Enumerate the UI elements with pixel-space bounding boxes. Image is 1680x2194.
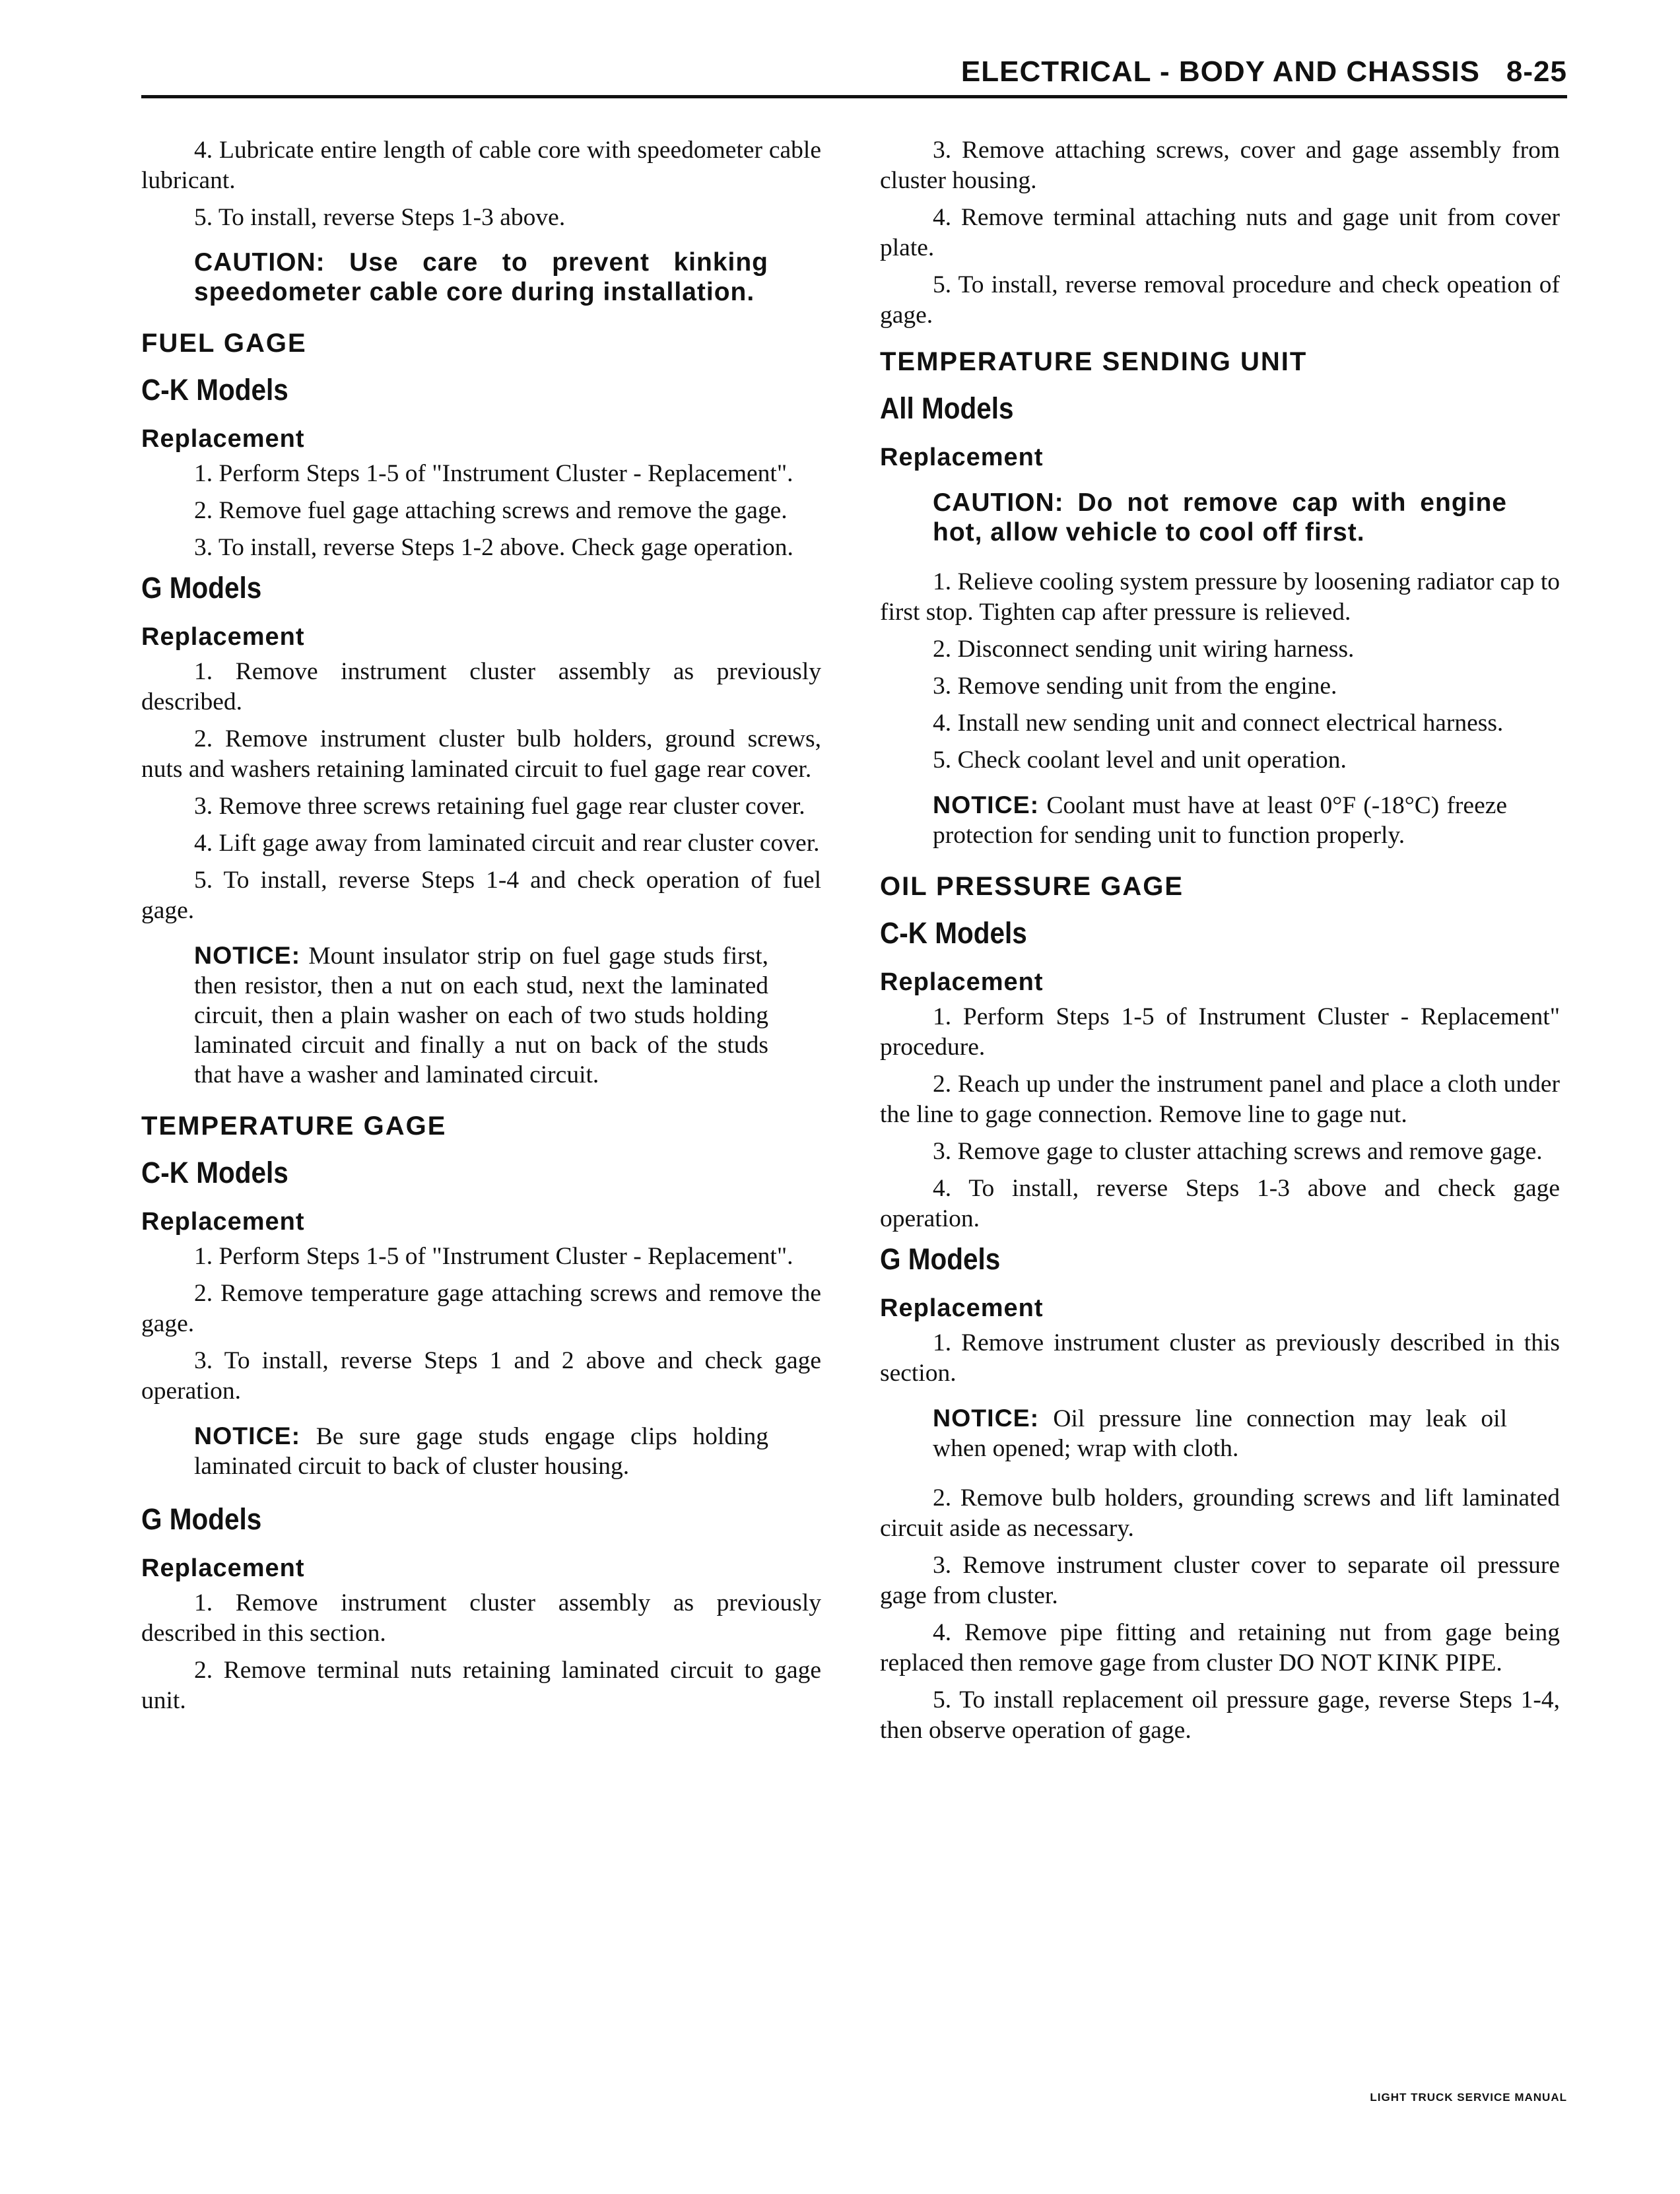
paragraph: 4. Lift gage away from laminated circuit and rear cluster cover. xyxy=(194,830,820,857)
section-heading-fuel-gage: FUEL GAGE xyxy=(141,329,307,358)
header-title-line xyxy=(961,55,1567,88)
notice-label: NOTICE: xyxy=(194,941,301,969)
subheading-replacement: Replacement xyxy=(141,1208,305,1236)
paragraph: 5. To install, reverse Steps 1-3 above. xyxy=(194,204,566,231)
paragraph: 3. Remove three screws retaining fuel gage rear cluster cover. xyxy=(194,793,805,820)
paragraph: 4. Remove pipe fitting and retaining nut from gage being replaced then remove gage from cluster DO NOT KINK PIPE. xyxy=(880,1619,1560,1677)
notice-label: NOTICE: xyxy=(933,1404,1040,1432)
section-heading-temperature-gage: TEMPERATURE GAGE xyxy=(141,1112,447,1141)
notice-body: Be sure gage studs engage clips holding laminated circuit to back of cluster housing. xyxy=(194,1423,768,1480)
model-heading: C-K Models xyxy=(141,1156,288,1189)
paragraph: 3. Remove instrument cluster cover to separate oil pressure gage from cluster. xyxy=(880,1552,1560,1609)
paragraph: 1. Perform Steps 1-5 of "Instrument Cluster - Replacement". xyxy=(194,1243,793,1270)
subheading-replacement: Replacement xyxy=(141,623,305,651)
notice-body: Coolant must have at least 0°F (-18°C) freeze protection for sending unit to function properly. xyxy=(933,792,1507,849)
paragraph: 1. Perform Steps 1-5 of "Instrument Cluster - Replacement". xyxy=(194,460,793,487)
paragraph: 1. Perform Steps 1-5 of Instrument Cluster - Replacement" procedure. xyxy=(880,1003,1560,1061)
footer-manual-title: LIGHT TRUCK SERVICE MANUAL xyxy=(1370,2091,1567,2104)
subheading-replacement: Replacement xyxy=(141,425,305,453)
model-heading: G Models xyxy=(880,1242,1001,1276)
paragraph: 2. Remove temperature gage attaching screws and remove the gage. xyxy=(141,1280,821,1337)
section-title: ELECTRICAL - BODY AND CHASSIS xyxy=(960,55,1480,88)
subheading-replacement: Replacement xyxy=(880,968,1044,996)
paragraph: 4. Install new sending unit and connect electrical harness. xyxy=(933,710,1504,737)
paragraph: 5. To install, reverse removal procedure and check opeation of gage. xyxy=(880,271,1560,329)
section-heading-oil-pressure-gage: OIL PRESSURE GAGE xyxy=(880,872,1184,901)
notice-text xyxy=(933,1403,1507,1463)
paragraph: 5. To install, reverse Steps 1-4 and check operation of fuel gage. xyxy=(141,867,821,924)
notice-label: NOTICE: xyxy=(933,791,1040,818)
page-number: 8-25 xyxy=(1506,55,1567,88)
paragraph: 5. To install replacement oil pressure gage, reverse Steps 1-4, then observe operation of gage. xyxy=(880,1686,1560,1744)
right-column xyxy=(880,135,1560,1752)
paragraph: 2. Disconnect sending unit wiring harness. xyxy=(933,636,1355,663)
notice-body: Oil pressure line connection may leak oil when opened; wrap with cloth. xyxy=(933,1405,1507,1462)
paragraph: 4. Lubricate entire length of cable core with speedometer cable lubricant. xyxy=(141,137,821,194)
paragraph: 1. Remove instrument cluster assembly as previously described. xyxy=(141,658,821,715)
paragraph: 3. To install, reverse Steps 1 and 2 above and check gage operation. xyxy=(141,1347,821,1405)
notice-text xyxy=(933,790,1507,850)
notice-body: Mount insulator strip on fuel gage studs first, then resistor, then a nut on each stud, next the laminated circuit, then a plain washer on each of two studs holding laminated circuit and finally a nut on back of the studs that have a washer and laminated circuit. xyxy=(194,943,768,1088)
left-column xyxy=(141,135,821,1723)
notice-box xyxy=(194,1421,768,1481)
notice-text xyxy=(194,1421,768,1481)
paragraph: 4. To install, reverse Steps 1-3 above and check gage operation. xyxy=(880,1175,1560,1232)
paragraph: 2. Remove instrument cluster bulb holders, ground screws, nuts and washers retaining laminated circuit to fuel gage rear cover. xyxy=(141,725,821,783)
paragraph: 1. Relieve cooling system pressure by loosening radiator cap to first stop. Tighten cap after pressure is relieved. xyxy=(880,568,1560,626)
caution-text: CAUTION: Use care to prevent kinking speedometer cable core during installation. xyxy=(194,248,768,306)
model-heading: C-K Models xyxy=(880,916,1027,950)
notice-box xyxy=(933,790,1507,850)
notice-label: NOTICE: xyxy=(194,1422,301,1449)
paragraph: 2. Remove bulb holders, grounding screws and lift laminated circuit aside as necessary. xyxy=(880,1484,1560,1542)
paragraph: 2. Reach up under the instrument panel and place a cloth under the line to gage connection. Remove line to gage nut. xyxy=(880,1071,1560,1128)
section-heading-temperature-sending-unit: TEMPERATURE SENDING UNIT xyxy=(880,347,1308,376)
subheading-replacement: Replacement xyxy=(880,444,1044,471)
paragraph: 3. To install, reverse Steps 1-2 above. Check gage operation. xyxy=(194,534,793,561)
caution-box xyxy=(933,488,1507,547)
paragraph: 5. Check coolant level and unit operation. xyxy=(933,747,1347,774)
notice-box xyxy=(933,1403,1507,1463)
paragraph: 2. Remove terminal nuts retaining laminated circuit to gage unit. xyxy=(141,1657,821,1714)
page-header xyxy=(141,55,1567,98)
caution-box xyxy=(194,248,768,307)
notice-text xyxy=(194,941,768,1090)
model-heading: All Models xyxy=(880,391,1014,425)
caution-text: CAUTION: Do not remove cap with engine hot, allow vehicle to cool off first. xyxy=(933,488,1507,547)
paragraph: 1. Remove instrument cluster as previously described in this section. xyxy=(880,1329,1560,1387)
paragraph: 1. Remove instrument cluster assembly as previously described in this section. xyxy=(141,1589,821,1647)
model-heading: G Models xyxy=(141,1502,262,1536)
subheading-replacement: Replacement xyxy=(880,1294,1044,1322)
subheading-replacement: Replacement xyxy=(141,1554,305,1582)
paragraph: 3. Remove gage to cluster attaching screws and remove gage. xyxy=(933,1138,1543,1165)
paragraph: 2. Remove fuel gage attaching screws and remove the gage. xyxy=(194,497,788,524)
paragraph: 4. Remove terminal attaching nuts and gage unit from cover plate. xyxy=(880,204,1560,261)
model-heading: C-K Models xyxy=(141,373,288,407)
paragraph: 3. Remove attaching screws, cover and gage assembly from cluster housing. xyxy=(880,137,1560,194)
paragraph: 3. Remove sending unit from the engine. xyxy=(933,673,1337,700)
model-heading: G Models xyxy=(141,571,262,605)
notice-box xyxy=(194,941,768,1090)
